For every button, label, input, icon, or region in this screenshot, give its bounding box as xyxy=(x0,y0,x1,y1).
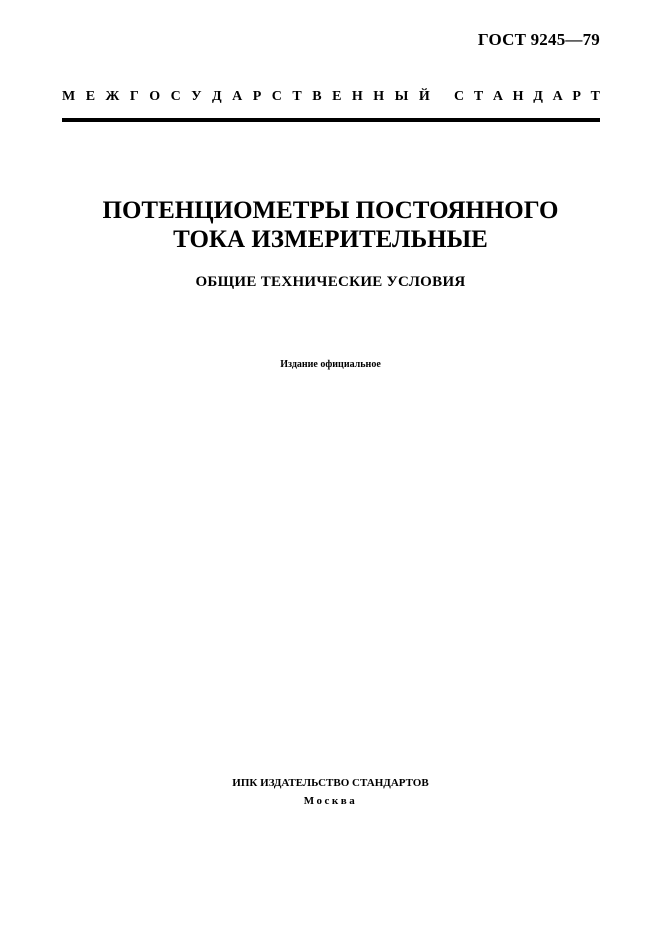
heading-letter: Т xyxy=(590,89,600,104)
heading-letter: Г xyxy=(129,89,139,104)
document-title xyxy=(0,196,661,254)
heading-letter: Н xyxy=(512,89,524,104)
heading-letter: У xyxy=(191,89,202,104)
heading-letter: С xyxy=(454,89,465,104)
heading-letter: А xyxy=(552,89,563,104)
heading-letter: Д xyxy=(212,89,222,104)
title-line-2: ТОКА ИЗМЕРИТЕЛЬНЫЕ xyxy=(173,226,488,253)
heading-letter: А xyxy=(232,89,243,104)
heading-letter: Й xyxy=(418,89,430,104)
heading-letter: А xyxy=(492,89,503,104)
heading-letter: Е xyxy=(85,89,96,104)
edition-note: Издание официальное xyxy=(280,359,381,370)
heading-letter: Ы xyxy=(394,89,409,104)
heading-letter: В xyxy=(312,89,322,104)
heading-letter: Т xyxy=(473,89,484,104)
standard-type-heading xyxy=(62,89,600,105)
standard-type-word-interstate xyxy=(62,89,430,105)
heading-letter: С xyxy=(271,89,282,104)
publisher-name: ИПК ИЗДАТЕЛЬСТВО СТАНДАРТОВ xyxy=(232,777,429,789)
header-rule xyxy=(62,118,600,122)
heading-letter: Е xyxy=(332,89,342,104)
heading-letter: Т xyxy=(292,89,302,104)
heading-letter: Р xyxy=(252,89,262,104)
heading-letter: Н xyxy=(351,89,363,104)
document-number: ГОСТ 9245—79 xyxy=(477,30,600,49)
publication-city: Москва xyxy=(303,795,358,807)
title-line-1: ПОТЕНЦИОМЕТРЫ ПОСТОЯННОГО xyxy=(102,197,559,224)
heading-letter: О xyxy=(149,89,161,104)
standard-type-word-standard xyxy=(454,89,600,105)
heading-letter: Д xyxy=(533,89,543,104)
heading-letter: Ж xyxy=(105,89,120,104)
heading-letter: М xyxy=(62,89,76,104)
heading-letter: Р xyxy=(572,89,581,104)
heading-letter: Н xyxy=(373,89,385,104)
document-subtitle: ОБЩИЕ ТЕХНИЧЕСКИЕ УСЛОВИЯ xyxy=(195,274,466,290)
heading-letter: С xyxy=(170,89,181,104)
